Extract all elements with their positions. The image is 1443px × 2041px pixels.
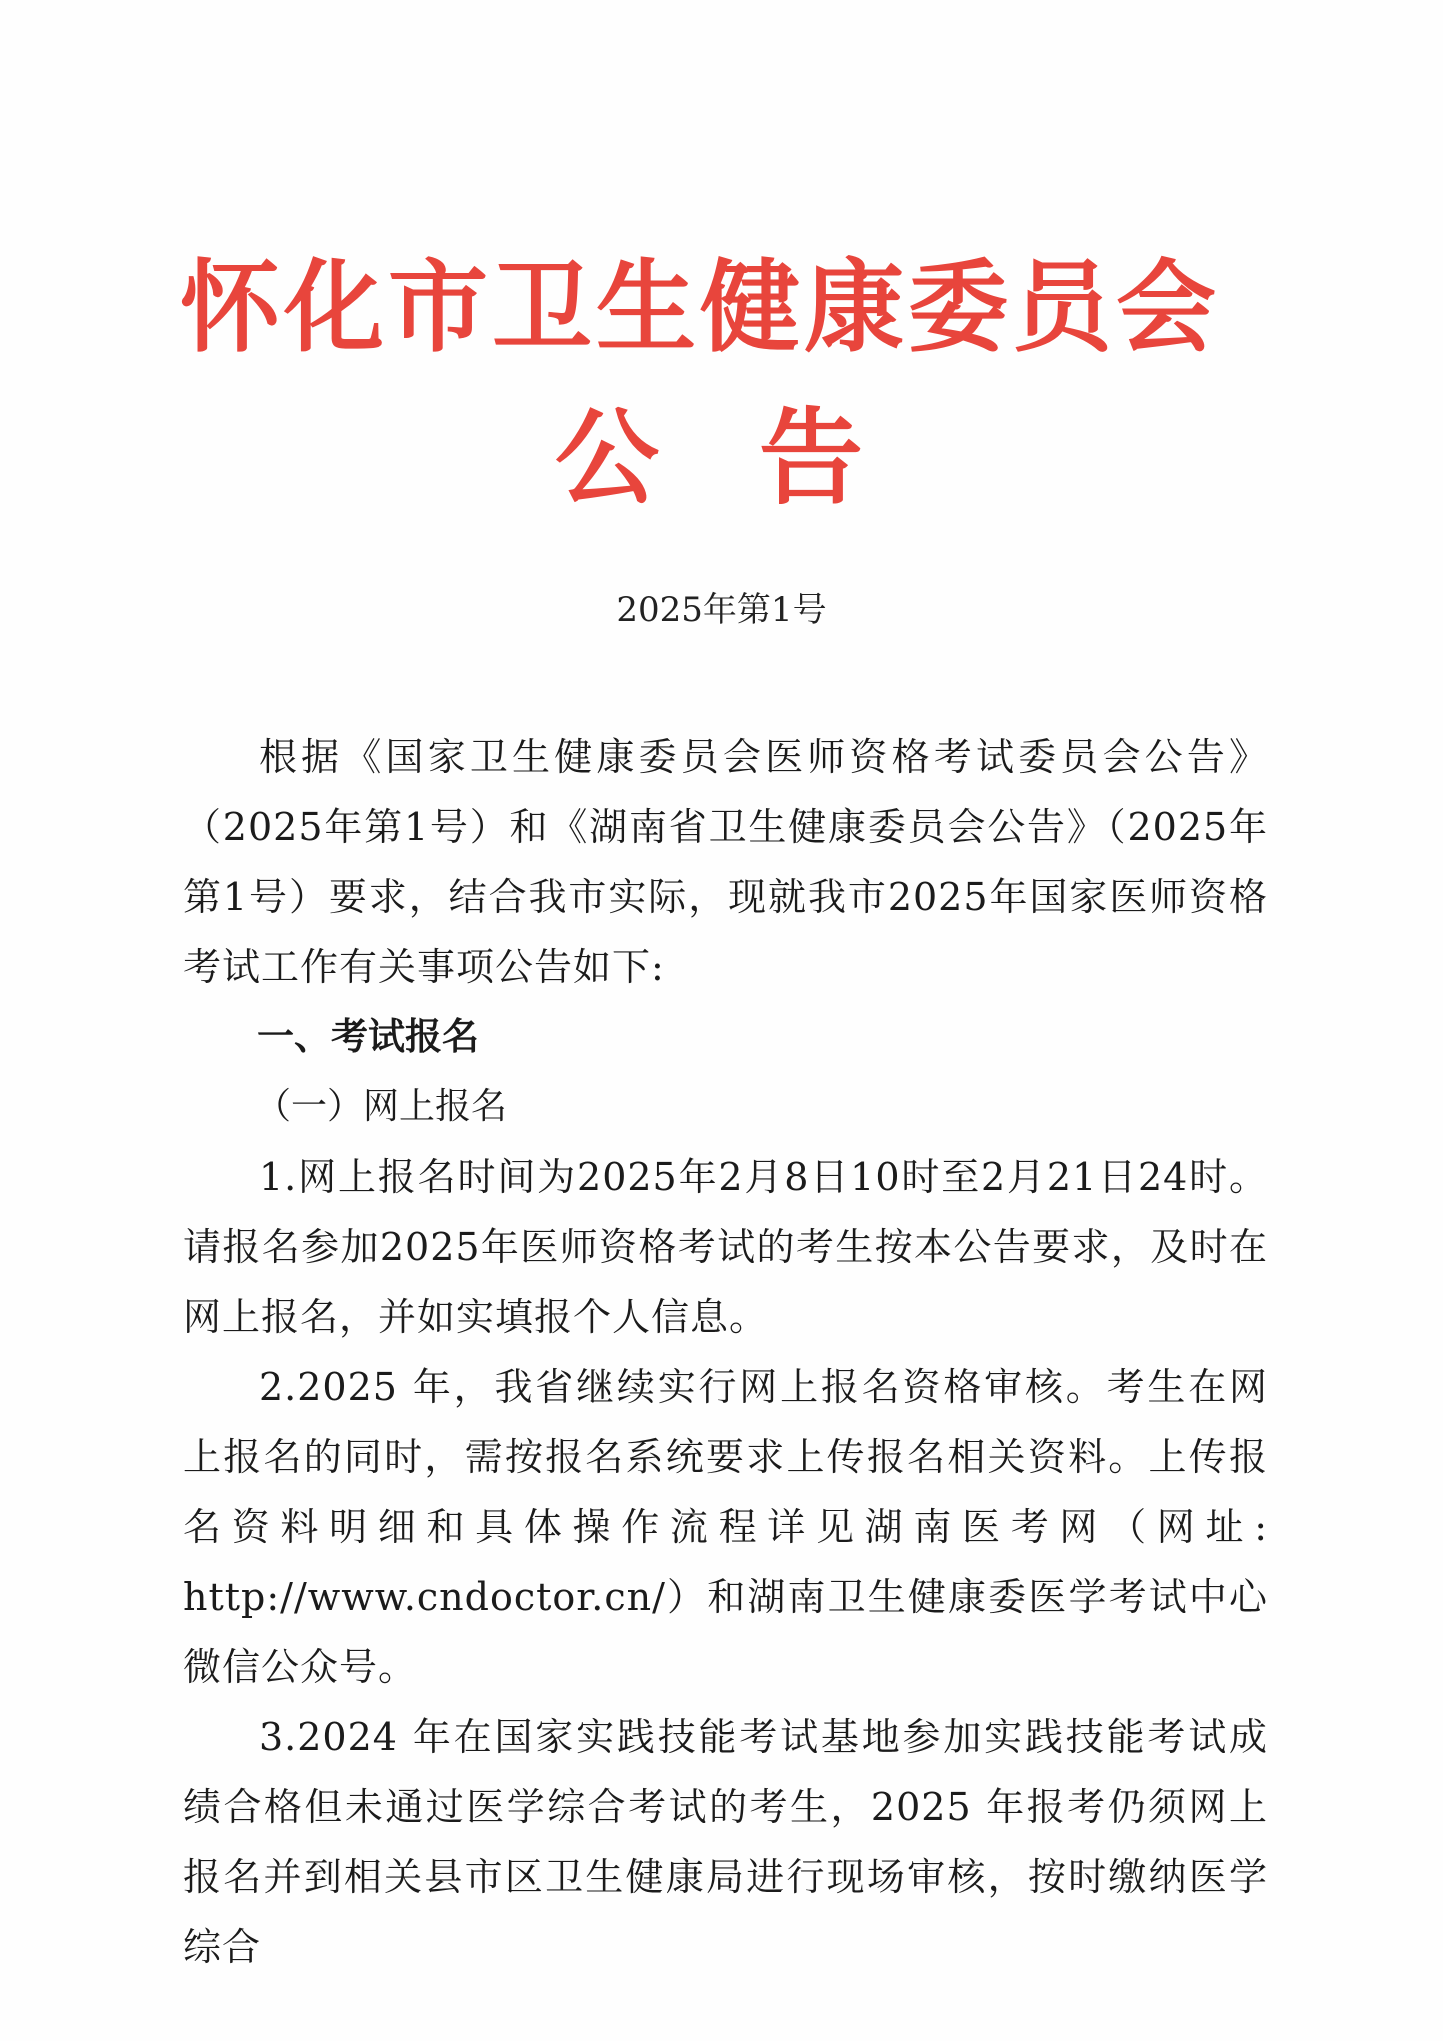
section-heading: 一、考试报名	[257, 1015, 479, 1058]
organization-header: 怀化市卫生健康委员会	[180, 249, 1220, 366]
document-number: 2025年第1号	[616, 590, 827, 630]
title-char-1: 公	[555, 397, 660, 519]
item-3-paragraph: 3.2024 年在国家实践技能考试基地参加实践技能考试成绩合格但未通过医学综合考试的考生，2025 年报考仍须网上报名并到相关县市区卫生健康局进行现场审核，按时缴纳医学综合	[183, 1715, 1268, 1969]
document-title	[555, 398, 863, 518]
item-1-paragraph: 1.网上报名时间为2025年2月8日10时至2月21日24时。请报名参加2025年医师资格考试的考生按本公告要求，及时在网上报名，并如实填报个人信息。	[183, 1155, 1268, 1339]
title-char-2: 告	[759, 397, 864, 519]
item-2-paragraph: 2.2025 年，我省继续实行网上报名资格审核。考生在网上报名的同时，需按报名系统要求上传报名相关资料。上传报名资料明细和具体操作流程详见湖南医考网（网址: http://www.cndoctor.cn/）和湖南卫生健康委医学考试中心微信公众号。	[183, 1365, 1268, 1689]
subsection-heading: （一）网上报名	[255, 1086, 508, 1127]
intro-paragraph: 根据《国家卫生健康委员会医师资格考试委员会公告》（2025年第1号）和《湖南省卫生健康委员会公告》（2025年第1号）要求，结合我市实际，现就我市2025年国家医师资格考试工作有关事项公告如下:	[183, 735, 1268, 989]
document-body	[183, 722, 1268, 1982]
